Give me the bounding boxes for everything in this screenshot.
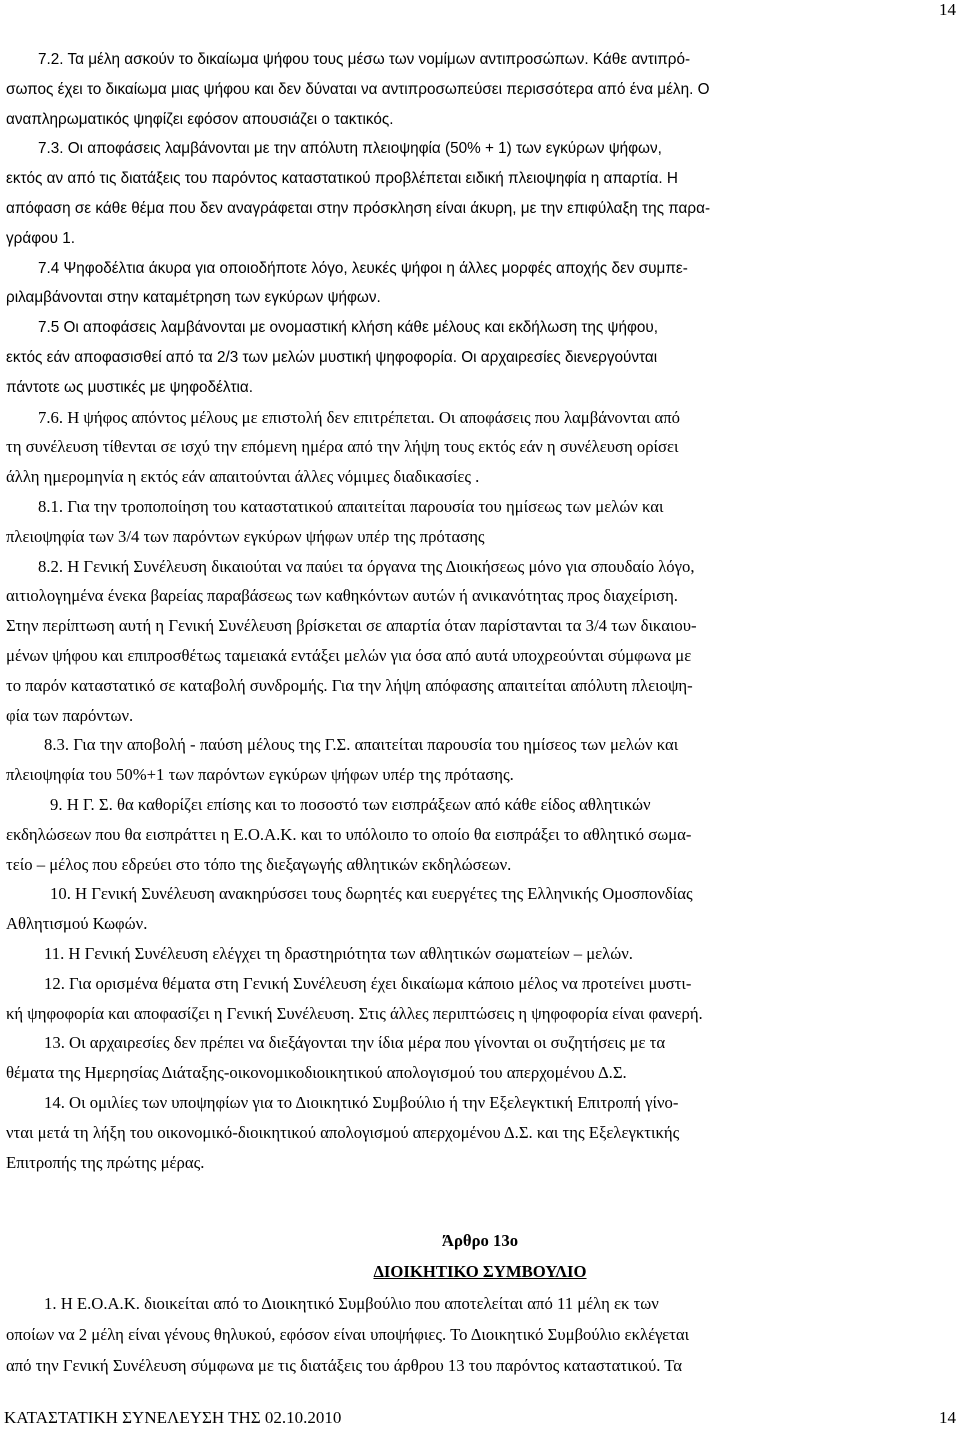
text-line: νται μετά τη λήξη του οικονομικό-διοικητικού απολογισμού απερχομένου Δ.Σ. και της Εξελεγκτικής: [6, 1122, 680, 1142]
text-line: πάντοτε ως μυστικές με ψηφοδέλτια.: [6, 378, 254, 396]
text-line: 8.3. Για την αποβολή - παύση μέλους της Γ.Σ. απαιτείται παρουσία του ημίσεος των μελών και: [44, 735, 679, 755]
text-line: μένων ψήφου και επιπροσθέτως ταμειακά εντάξει μελών για όσα από αυτά υποχρεούνται σύμφωνα με: [6, 646, 692, 665]
text-line: ριλαμβάνονται στην καταμέτρηση των εγκύρων ψήφων.: [6, 289, 381, 307]
text-line: θέματα της Ημερησίας Διάταξης-οικονομικοδιοικητικού απολογισμού του απερχομένου Δ.Σ.: [6, 1063, 627, 1083]
text-line: εκτός αν από τις διατάξεις του παρόντος καταστατικού προβλέπεται ειδική πλειοψηφία η απαρτία. Η: [6, 170, 678, 188]
text-line: 8.1. Για την τροποποίηση του καταστατικού απαιτείται παρουσία του ημίσεως των μελών και: [38, 497, 664, 516]
article-heading: Άρθρο 13ο: [441, 1231, 519, 1250]
page-footer: [4, 1407, 956, 1429]
footer-title: ΚΑΤΑΣΤΑΤΙΚΗ ΣΥΝΕΛΕΥΣΗ ΤΗΣ 02.10.2010: [4, 1408, 342, 1427]
text-line: 7.2. Τα μέλη ασκούν το δικαίωμα ψήφου τους μέσω των νομίμων αντιπροσώπων. Κάθε αντιπρό-: [38, 51, 691, 68]
text-line: 7.4 Ψηφοδέλτια άκυρα για οποιοδήποτε λόγο, λευκές ψήφοι η άλλες μορφές αποχής δεν συμπε-: [38, 259, 688, 277]
text-line: αιτιολογημένα ένεκα βαρείας παραβάσεως των καθηκόντων αυτών ή ανικανότητας προς διαχείριση.: [6, 586, 678, 606]
text-line: πλειοψηφία των 3/4 των παρόντων εγκύρων ψήφων υπέρ της πρότασης: [6, 526, 485, 546]
text-line: εκδηλώσεων που θα εισπράττει η Ε.Ο.Α.Κ. και το υπόλοιπο το οποίο θα εισπράξει το αθλητικό σωμα-: [6, 824, 692, 844]
text-line: 12. Για ορισμένα θέματα στη Γενική Συνέλευση έχει δικαίωμα κάποιο μέλος να προτείνει μυστι-: [44, 973, 692, 993]
text-line: κή ψηφοφορία και αποφασίζει η Γενική Συνέλευση. Στις άλλες περιπτώσεις η ψηφοφορία είναι φανερή.: [6, 1003, 703, 1023]
text-line: άλλη ημερομηνία η εκτός εάν απαιτούνται άλλες νόμιμες διαδικασίες .: [6, 467, 480, 487]
text-line: Στην περίπτωση αυτή η Γενική Συνέλευση βρίσκεται σε απαρτία όταν παρίστανται τα 3/4 των δικαιου-: [6, 616, 697, 636]
footer-page-number: 14: [939, 1408, 956, 1427]
text-line: σωπος έχει το δικαίωμα μιας ψήφου και δεν δύναται να αντιπροσωπεύσει περισσότερα από ένα μέλη. Ο: [6, 80, 710, 98]
text-line: 14. Οι ομιλίες των υποψηφίων για το Διοικητικό Συμβούλιο ή την Εξελεγκτική Επιτροπή γίνο-: [44, 1093, 679, 1112]
text-line: οποίων να 2 μέλη είναι γένους θηλυκού, εφόσον είναι υποψήφιες. Το Διοικητικό Συμβούλιο εκλέγεται: [6, 1325, 690, 1344]
text-line: φία των παρόντων.: [6, 705, 134, 725]
text-line: 10. Η Γενική Συνέλευση ανακηρύσσει τους δωρητές και ευεργέτες της Ελληνικής Ομοσπονδίας: [50, 884, 693, 904]
text-line: τείο – μέλος που εδρεύει στο τόπο της διεξαγωγής αθλητικών εκδηλώσεων.: [6, 854, 512, 874]
text-line: 7.3. Οι αποφάσεις λαμβάνονται με την απόλυτη πλειοψηφία (50% + 1) των εγκύρων ψήφων,: [38, 140, 662, 158]
text-line: 7.6. Η ψήφος απόντος μέλους με επιστολή δεν επιτρέπεται. Οι αποφάσεις που λαμβάνονται από: [38, 407, 681, 427]
text-line: πλειοψηφία του 50%+1 των παρόντων εγκύρων ψήφων υπέρ της πρότασης.: [6, 765, 514, 785]
text-line: 1. Η Ε.Ο.Α.Κ. διοικείται από το Διοικητικό Συμβούλιο που αποτελείται από 11 μέλη εκ των: [44, 1294, 659, 1313]
text-line: 7.5 Οι αποφάσεις λαμβάνονται με ονομαστική κλήση κάθε μέλους και εκδήλωση της ψήφου,: [38, 319, 658, 337]
text-line: 9. Η Γ. Σ. θα καθορίζει επίσης και το ποσοστό των εισπράξεων από κάθε είδος αθλητικών: [50, 795, 651, 814]
text-line: από την Γενική Συνέλευση σύμφωνα με τις διατάξεις του άρθρου 13 του παρόντος καταστατικού. Τα: [6, 1356, 683, 1375]
text-line: εκτός εάν αποφασισθεί από τα 2/3 των μελών μυστική ψηφοφορία. Οι αρχαιρεσίες διενεργούνται: [6, 349, 658, 366]
text-line: αναπληρωματικός ψηφίζει εφόσον απουσιάζει ο τακτικός.: [6, 110, 394, 128]
text-line: Επιτροπής της πρώτης μέρας.: [6, 1152, 205, 1172]
text-line: 11. Η Γενική Συνέλευση ελέγχει τη δραστηριότητα των αθλητικών σωματείων – μελών.: [44, 944, 633, 963]
text-line: γράφου 1.: [6, 229, 75, 247]
text-line: απόφαση σε κάθε θέμα που δεν αναγράφεται στην πρόσκληση είναι άκυρη, με την επιφύλαξη της παρα-: [6, 200, 711, 217]
text-line: Αθλητισμού Κωφών.: [6, 914, 148, 934]
section-heading: ΔΙΟΙΚΗΤΙΚΟ ΣΥΜΒΟΥΛΙΟ: [373, 1262, 587, 1281]
text-line: 8.2. Η Γενική Συνέλευση δικαιούται να παύει τα όργανα της Διοικήσεως μόνο για σπουδαίο λόγο,: [38, 556, 695, 576]
text-line: το παρόν καταστατικό σε καταβολή συνδρομής. Για την λήψη απόφασης απαιτείται απόλυτη πλειοψη-: [6, 675, 693, 695]
page-number-top: 14: [939, 0, 956, 19]
text-line: 13. Οι αρχαιρεσίες δεν πρέπει να διεξάγονται την ίδια μέρα που γίνονται οι συζητήσεις με τα: [44, 1033, 666, 1053]
text-line: τη συνέλευση τίθενται σε ισχύ την επόμενη ημέρα από την λήψη τους εκτός εάν η συνέλευση ορίσει: [6, 437, 679, 457]
